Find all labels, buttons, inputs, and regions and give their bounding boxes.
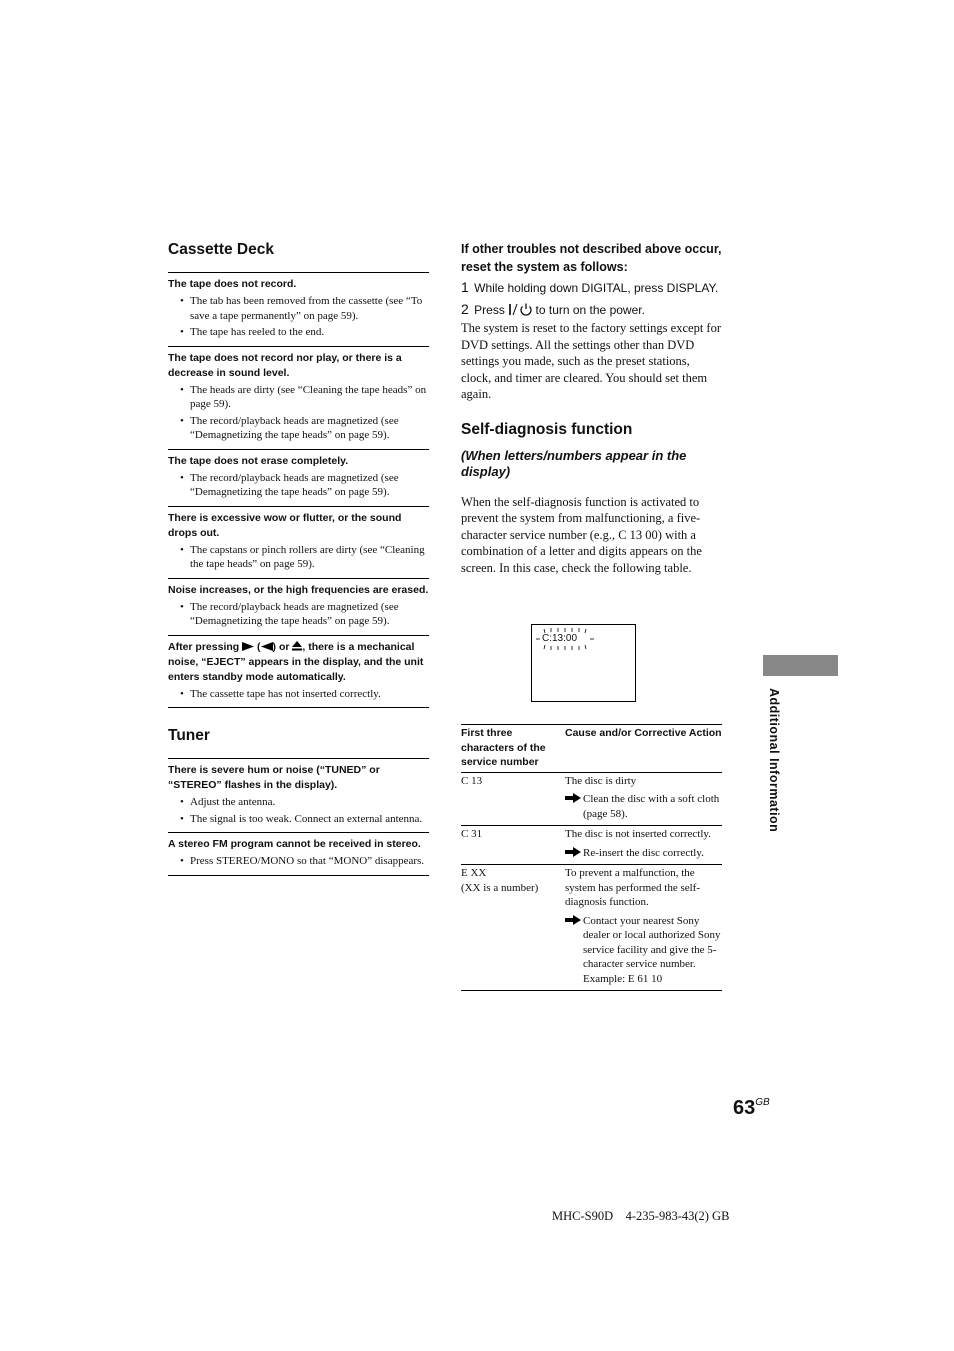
footer-model: MHC-S90D 4-235-983-43(2) GB [552, 1209, 730, 1223]
reset-heading: If other troubles not described above occur, reset the system as follows: [461, 242, 722, 274]
problem-block [168, 506, 429, 578]
problem-block [168, 346, 429, 449]
tuner-heading: Tuner [168, 727, 210, 744]
cause-cell [565, 865, 722, 991]
question-text: ( [257, 640, 261, 653]
left-column [168, 240, 429, 876]
service-code: C 31 [461, 826, 565, 865]
table-row [461, 772, 722, 826]
reverse-play-icon [261, 642, 273, 651]
divider [168, 875, 429, 876]
divider [168, 707, 429, 708]
section-tab [763, 655, 838, 676]
cause-cell [565, 772, 722, 826]
self-diagnosis-heading: Self-diagnosis function [461, 420, 633, 438]
problem-block [168, 449, 429, 506]
table-row [461, 826, 722, 865]
cassette-deck-heading: Cassette Deck [168, 241, 274, 258]
arrow-right-icon [565, 915, 581, 925]
right-column [461, 240, 723, 576]
problem-question: There is severe hum or noise (“TUNED” or “STEREO” flashes in the display). [168, 764, 380, 791]
list-item: • The signal is too weak. Connect an external antenna. [190, 812, 429, 827]
question-text: After pressing [168, 640, 240, 653]
section-label: Additional Information [767, 688, 781, 833]
step-2 [461, 302, 723, 318]
table-row [461, 865, 722, 991]
table-header: First three characters of the service number [461, 725, 565, 773]
question-text: , there is a mechanical noise, “EJECT” appears in the display, and the unit enters standby mode automatically. [168, 640, 424, 683]
service-code: C 13 [461, 772, 565, 826]
problem-block [168, 272, 429, 346]
self-diagnosis-body: When the self-diagnosis function is activated to prevent the system from malfunctioning, a five-character service number (e.g., C 13 00) with a combination of a letter and digits appears on the screen. In this case, check the following table. [461, 494, 702, 575]
step-number: 2 [461, 301, 469, 317]
service-number-table [461, 724, 722, 991]
service-code-text: E XX [461, 867, 487, 879]
action-text: Contact your nearest Sony dealer or local authorized Sony service facility and give the 5-character service number. [583, 914, 721, 970]
example-text: Example: E 61 10 [583, 972, 663, 985]
arrow-right-icon [565, 847, 581, 857]
eject-icon [292, 641, 302, 651]
step-text: Press [474, 303, 505, 317]
step-text: to turn on the power. [535, 303, 645, 317]
action-text: Clean the disc with a soft cloth (page 58). [583, 793, 720, 820]
problem-block [168, 832, 429, 875]
self-diagnosis-subtitle: (When letters/numbers appear in the display) [461, 447, 687, 479]
action [565, 914, 722, 987]
problem-question: Noise increases, or the high frequencies are erased. [168, 583, 429, 596]
table-header: Cause and/or Corrective Action [565, 725, 722, 773]
problem-question [168, 640, 429, 685]
table-header-row [461, 725, 722, 773]
step-1 [461, 280, 723, 296]
cause-text: The disc is dirty [565, 774, 637, 787]
arrow-right-icon [565, 793, 581, 803]
list-item: • The heads are dirty (see “Cleaning the tape heads” on page 59). [190, 383, 429, 412]
step-text: While holding down DIGITAL, press DISPLAY. [474, 281, 719, 295]
action-text: Re-insert the disc correctly. [583, 846, 704, 859]
problem-question: A stereo FM program cannot be received in stereo. [168, 838, 421, 850]
problem-question: The tape does not erase completely. [168, 454, 349, 467]
list-item: • The capstans or pinch rollers are dirty (see “Cleaning the tape heads” on page 59). [190, 543, 429, 572]
list-item: • Adjust the antenna. [190, 795, 429, 810]
list-item: • The tape has reeled to the end. [190, 325, 429, 340]
list-item: • The tab has been removed from the cassette (see “To save a tape permanently” on page 59). [190, 294, 429, 323]
page-number-suffix: GB [755, 1097, 770, 1108]
play-icon [242, 642, 254, 651]
problem-question: There is excessive wow or flutter, or the sound drops out. [168, 511, 402, 539]
page-number [733, 1097, 770, 1120]
problem-question: The tape does not record nor play, or there is a decrease in sound level. [168, 351, 402, 379]
list-item: • The cassette tape has not inserted correctly. [190, 687, 429, 702]
power-icon [508, 303, 532, 316]
action [565, 846, 722, 861]
problem-question: The tape does not record. [168, 278, 297, 290]
list-item: • The record/playback heads are magnetized (see “Demagnetizing the tape heads” on page 59). [190, 471, 429, 500]
display-text: C:13:00 [542, 633, 578, 644]
list-item: • The record/playback heads are magnetized (see “Demagnetizing the tape heads” on page 59). [190, 414, 429, 443]
cause-text: The disc is not inserted correctly. [565, 828, 711, 840]
cause-text: To prevent a malfunction, the system has performed the self-diagnosis function. [565, 867, 701, 908]
action [565, 792, 722, 821]
step-number: 1 [461, 279, 469, 295]
service-code [461, 865, 565, 991]
problem-block [168, 758, 429, 832]
cause-cell [565, 826, 722, 865]
list-item: • Press STEREO/MONO so that “MONO” disappears. [190, 854, 429, 869]
question-text: ) or [272, 640, 290, 653]
display-illustration [531, 624, 636, 702]
service-code-note: (XX is a number) [461, 881, 539, 894]
problem-block [168, 578, 429, 635]
problem-block [168, 635, 429, 708]
page-number-text: 63 [733, 1097, 756, 1119]
reset-body: The system is reset to the factory settings except for DVD settings. All the settings other than DVD settings you made, such as the preset stations, clock, and timer are cleared. You should set them again. [461, 321, 721, 401]
list-item: • The record/playback heads are magnetized (see “Demagnetizing the tape heads” on page 59). [190, 600, 429, 629]
